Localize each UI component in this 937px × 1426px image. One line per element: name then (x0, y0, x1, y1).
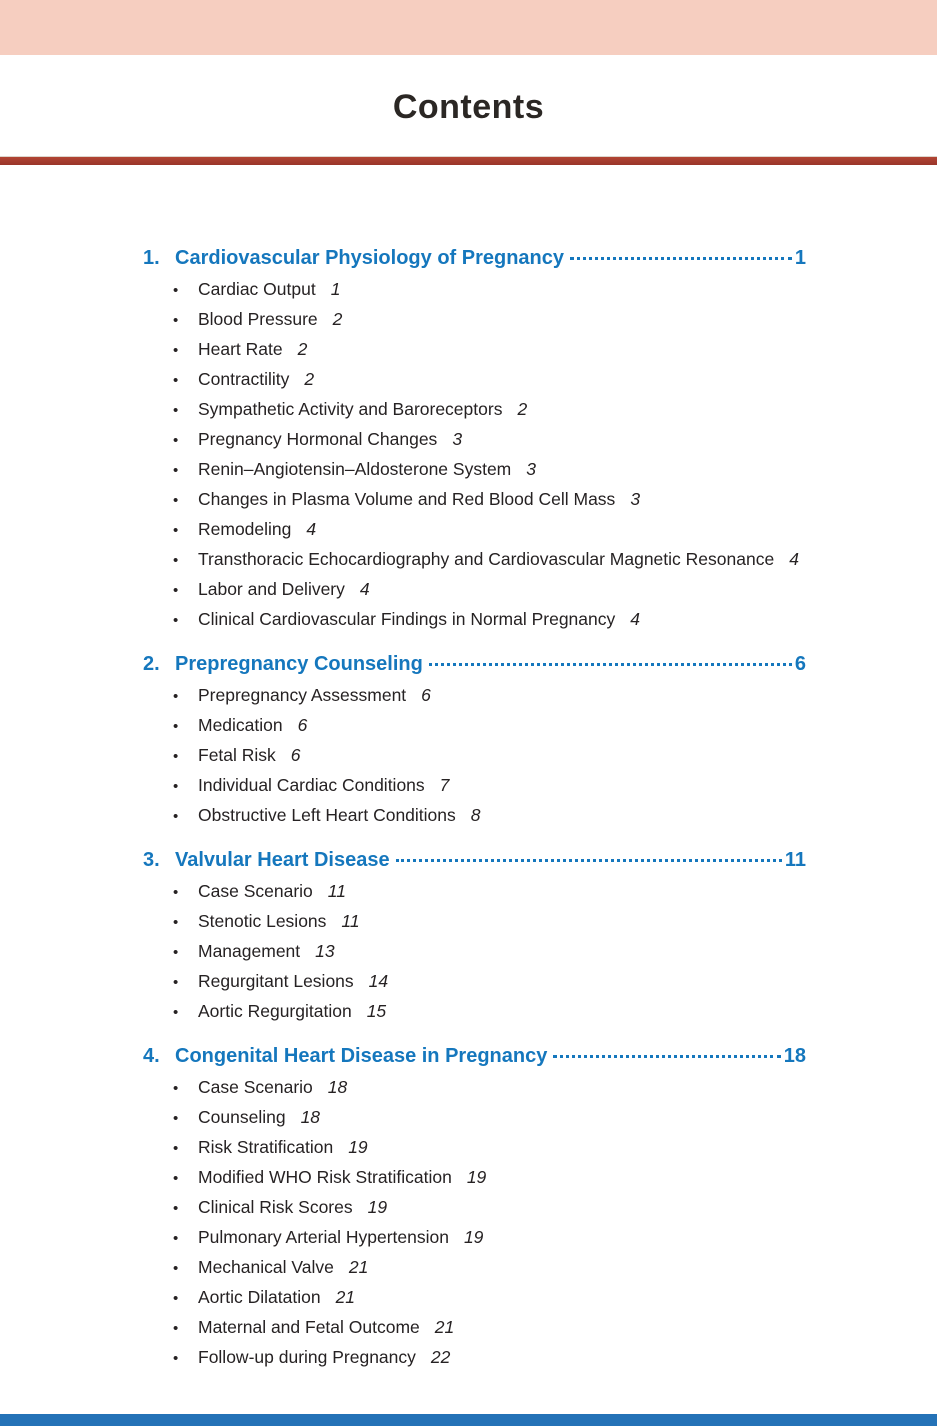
toc-item (143, 967, 806, 997)
divider-rule (0, 156, 937, 165)
item-page-number: 19 (367, 1196, 388, 1217)
item-title: Contractility (198, 368, 290, 389)
item-page-number: 3 (630, 488, 641, 509)
toc-item (143, 681, 806, 711)
toc-item (143, 335, 806, 365)
item-page-number: 19 (466, 1166, 487, 1187)
toc-item (143, 455, 806, 485)
item-page-number: 7 (439, 774, 450, 795)
bullet-icon: • (173, 1169, 179, 1187)
top-decorative-band (0, 0, 937, 55)
toc-item (143, 605, 806, 635)
item-page-number: 18 (300, 1106, 321, 1127)
bullet-icon: • (173, 807, 179, 825)
chapter-title: Valvular Heart Disease (175, 848, 390, 871)
toc-item (143, 741, 806, 771)
bullet-icon: • (173, 1139, 179, 1157)
chapter-section (143, 649, 806, 831)
item-page-number: 13 (315, 940, 335, 961)
toc-item (143, 395, 806, 425)
item-title: Sympathetic Activity and Baroreceptors (198, 398, 503, 419)
bottom-decorative-band (0, 1414, 937, 1426)
item-page-number: 6 (290, 744, 301, 765)
item-title: Changes in Plasma Volume and Red Blood Cell Mass (198, 488, 616, 509)
item-page-number: 21 (348, 1256, 369, 1277)
bullet-icon: • (173, 281, 179, 299)
item-title: Risk Stratification (198, 1136, 334, 1157)
chapter-entry (143, 1041, 806, 1071)
item-page-number: 3 (526, 458, 536, 479)
item-page-number: 11 (341, 910, 360, 931)
bullet-icon: • (173, 401, 179, 419)
bullet-icon: • (173, 1109, 179, 1127)
bullet-icon: • (173, 1199, 179, 1217)
item-title: Aortic Regurgitation (198, 1000, 352, 1021)
item-title: Clinical Cardiovascular Findings in Normal Pregnancy (198, 608, 616, 629)
item-title: Remodeling (198, 518, 292, 539)
item-page-number: 15 (366, 1000, 387, 1021)
item-page-number: 2 (304, 368, 315, 389)
item-title: Pulmonary Arterial Hypertension (198, 1226, 449, 1247)
bullet-icon: • (173, 551, 179, 569)
item-page-number: 4 (359, 578, 370, 599)
toc-item (143, 1193, 806, 1223)
chapter-section (143, 1041, 806, 1373)
bullet-icon: • (173, 491, 179, 509)
chapter-number: 2. (143, 652, 160, 675)
chapter-title: Prepregnancy Counseling (175, 652, 423, 675)
item-page-number: 3 (452, 428, 463, 449)
toc-item (143, 275, 806, 305)
item-page-number: 2 (332, 308, 343, 329)
item-title: Mechanical Valve (198, 1256, 334, 1277)
item-page-number: 8 (470, 804, 481, 825)
item-title: Fetal Risk (198, 744, 276, 765)
bullet-icon: • (173, 1229, 179, 1247)
item-page-number: 4 (789, 548, 799, 569)
item-title: Clinical Risk Scores (198, 1196, 353, 1217)
item-title: Stenotic Lesions (198, 910, 327, 931)
bullet-icon: • (173, 1003, 179, 1021)
bullet-icon: • (173, 311, 179, 329)
item-title: Follow-up during Pregnancy (198, 1346, 416, 1367)
dot-leader-icon (570, 257, 792, 260)
table-of-contents (0, 165, 937, 1373)
item-page-number: 2 (517, 398, 528, 419)
item-title: Blood Pressure (198, 308, 318, 329)
bullet-icon: • (173, 1289, 179, 1307)
item-title: Heart Rate (198, 338, 283, 359)
bullet-icon: • (173, 461, 179, 479)
chapter-number: 3. (143, 848, 160, 871)
item-title: Maternal and Fetal Outcome (198, 1316, 420, 1337)
item-title: Management (198, 940, 301, 961)
item-page-number: 6 (297, 714, 308, 735)
item-page-number: 11 (327, 880, 346, 901)
item-page-number: 1 (330, 278, 341, 299)
toc-item (143, 877, 806, 907)
bullet-icon: • (173, 521, 179, 539)
item-title: Counseling (198, 1106, 286, 1127)
toc-item (143, 365, 806, 395)
page-title: Contents (392, 88, 545, 126)
toc-item (143, 1343, 806, 1373)
item-page-number: 22 (430, 1346, 451, 1367)
bullet-icon: • (173, 717, 179, 735)
bullet-icon: • (173, 1259, 179, 1277)
bullet-icon: • (173, 431, 179, 449)
chapter-page-number: 11 (784, 848, 806, 871)
chapter-title: Congenital Heart Disease in Pregnancy (175, 1044, 548, 1067)
toc-item (143, 997, 806, 1027)
chapter-section (143, 243, 806, 635)
bullet-icon: • (173, 747, 179, 765)
toc-item (143, 907, 806, 937)
toc-item (143, 1103, 806, 1133)
item-title: Transthoracic Echocardiography and Cardiovascular Magnetic Resonance (198, 548, 775, 569)
toc-item (143, 545, 806, 575)
chapter-entry (143, 649, 806, 679)
toc-item (143, 771, 806, 801)
chapter-section (143, 845, 806, 1027)
chapter-number: 1. (143, 246, 160, 269)
toc-item (143, 711, 806, 741)
toc-item (143, 485, 806, 515)
toc-item (143, 1073, 806, 1103)
toc-item (143, 801, 806, 831)
toc-item (143, 515, 806, 545)
item-title: Individual Cardiac Conditions (198, 774, 425, 795)
item-page-number: 21 (434, 1316, 455, 1337)
chapter-entry (143, 845, 806, 875)
item-title: Modified WHO Risk Stratification (198, 1166, 452, 1187)
item-page-number: 2 (297, 338, 308, 359)
toc-item (143, 1283, 806, 1313)
item-title: Cardiac Output (198, 278, 316, 299)
bullet-icon: • (173, 687, 179, 705)
toc-item (143, 1253, 806, 1283)
item-page-number: 14 (368, 970, 389, 991)
chapter-title: Cardiovascular Physiology of Pregnancy (175, 246, 565, 269)
bullet-icon: • (173, 371, 179, 389)
bullet-icon: • (173, 777, 179, 795)
bullet-icon: • (173, 341, 179, 359)
item-page-number: 19 (348, 1136, 368, 1157)
bullet-icon: • (173, 1349, 179, 1367)
chapter-page-number: 18 (783, 1044, 806, 1067)
bullet-icon: • (173, 943, 179, 961)
bullet-icon: • (173, 883, 179, 901)
toc-item (143, 305, 806, 335)
bullet-icon: • (173, 611, 179, 629)
bullet-icon: • (173, 913, 179, 931)
item-title: Case Scenario (198, 1076, 313, 1097)
item-title: Labor and Delivery (198, 578, 345, 599)
chapter-page-number: 1 (794, 246, 806, 269)
item-title: Prepregnancy Assessment (198, 684, 407, 705)
toc-item (143, 425, 806, 455)
dot-leader-icon (429, 663, 792, 666)
toc-item (143, 575, 806, 605)
item-page-number: 4 (630, 608, 640, 629)
toc-item (143, 937, 806, 967)
item-page-number: 6 (421, 684, 431, 705)
dot-leader-icon (553, 1055, 780, 1058)
bullet-icon: • (173, 1319, 179, 1337)
bullet-icon: • (173, 973, 179, 991)
item-page-number: 4 (306, 518, 317, 539)
chapter-page-number: 6 (794, 652, 806, 675)
item-title: Obstructive Left Heart Conditions (198, 804, 456, 825)
dot-leader-icon (396, 859, 782, 862)
bullet-icon: • (173, 1079, 179, 1097)
chapter-entry (143, 243, 806, 273)
item-title: Case Scenario (198, 880, 313, 901)
item-title: Aortic Dilatation (198, 1286, 321, 1307)
item-page-number: 19 (463, 1226, 484, 1247)
item-page-number: 21 (335, 1286, 356, 1307)
item-page-number: 18 (327, 1076, 348, 1097)
toc-item (143, 1163, 806, 1193)
chapter-number: 4. (143, 1044, 160, 1067)
toc-item (143, 1133, 806, 1163)
item-title: Pregnancy Hormonal Changes (198, 428, 438, 449)
toc-item (143, 1313, 806, 1343)
item-title: Medication (198, 714, 283, 735)
item-title: Regurgitant Lesions (198, 970, 354, 991)
item-title: Renin–Angiotensin–Aldosterone System (198, 458, 512, 479)
bullet-icon: • (173, 581, 179, 599)
toc-item (143, 1223, 806, 1253)
